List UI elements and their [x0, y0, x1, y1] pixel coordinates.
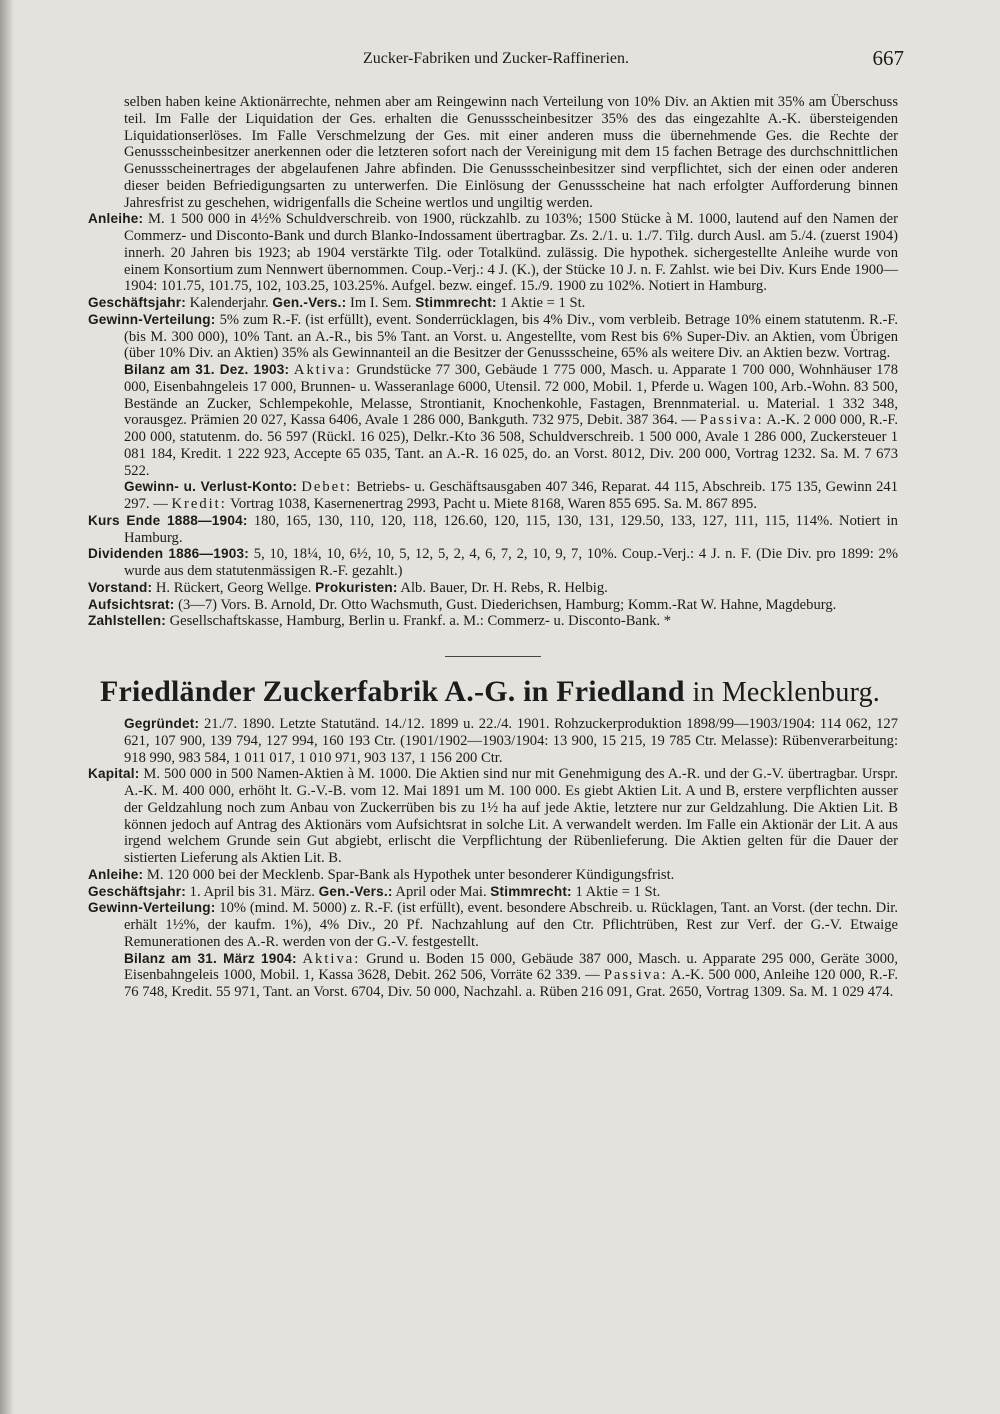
- entry-label: Gen.-Vers.:: [318, 883, 393, 899]
- entry-text: 10% (mind. M. 5000) z. R.-F. (ist erfüllt), event. besondere Abschreib. u. Rücklagen, Tant. an Vorst. (der techn. Dir. erhält 1½%, der kaufm. 1%), 4% Div., 20 Pf. Nachzahlung auf den Ctr. Pflichtrüben, Rest zur Verf. der G.-V. Etwaige Remunerationen des A.-R. werden von der G.-V. festgestellt.: [124, 900, 898, 950]
- entry-label: Kapital:: [88, 766, 140, 782]
- prev-bilanz-entry: [88, 362, 898, 479]
- entry-label: Aufsichtsrat:: [88, 596, 175, 612]
- entry-label: Prokuristen:: [315, 579, 398, 595]
- aktiva-label: Aktiva:: [302, 950, 361, 967]
- prev-dividenden-entry: [88, 546, 898, 580]
- prev-geschaeftsjahr-entry: [88, 295, 898, 312]
- entry-label: Geschäftsjahr:: [88, 883, 186, 899]
- kredit-label: Kredit:: [171, 496, 227, 512]
- page-edge-shadow: [0, 0, 14, 1414]
- passiva-label: Passiva:: [699, 412, 764, 429]
- entry-label: Dividenden 1886—1903:: [88, 546, 249, 562]
- gegruendet-entry: [88, 716, 898, 766]
- entry-text: Betriebs- u. Geschäftsausgaben 407 346, Reparat. 44 115, Abschreib. 175 135, Gewinn 241 297. —: [124, 479, 899, 512]
- entry-text: 5, 10, 18¼, 10, 6½, 10, 5, 12, 5, 2, 4, 6, 7, 2, 10, 9, 7, 10%. Coup.-Verj.: 4 J. n. F. (Die Div. pro 1899: 2% wurde aus dem statutenmässigen R.-F. gezahlt.): [124, 546, 898, 579]
- page-header: [88, 46, 904, 74]
- company-location: in Mecklenburg.: [692, 677, 880, 708]
- prev-guv-entry: [88, 479, 898, 513]
- entry-text: Gesellschaftskasse, Hamburg, Berlin u. Frankf. a. M.: Commerz- u. Disconto-Bank. *: [169, 613, 672, 630]
- entry-text: 21./7. 1890. Letzte Statutänd. 14./12. 1899 u. 22./4. 1901. Rohzuckerproduktion 1898/99—1903/1904: 114 062, 127 621, 107 900, 139 794, 127 994, 160 193 Ctr. (1901/1902—1903/1904: 13 900, 15 215, 19 785 Ctr. Melasse): Rübenverarbeitung: 918 990, 983 584, 1 011 017, 1 010 971, 903 137, 1 156 200 Ctr.: [124, 716, 898, 766]
- entry-label: Gen.-Vers.:: [272, 295, 347, 310]
- entry-text: Grund u. Boden 15 000, Gebäude 387 000, Masch. u. Apparate 295 000, Geräte 3000, Eisenbahngeleis 1000, Mobil. 1, Kassa 3628, Debit. 262 506, Vorräte 62 339. —: [124, 950, 898, 984]
- entry-text: M. 1 500 000 in 4½% Schuldverschreib. von 1900, rückzahlb. zu 103%; 1500 Stücke à M. 1000, lautend auf den Namen der Commerz- und Disconto-Bank und durch Blanko-Indossament übertragbar. Zs. 2./1. u. 1./7. Tilg. durch Ausl. am 5./4. (zuerst 1904) innerh. 20 Jahren bis 1923; ab 1904 verstärkte Tilg. oder Totalkünd. zulässig. Die hypothek. sichergestellte Anleihe wurde von einem Konsortium zum Nennwert übernommen. Coup.-Verj.: 4 J. (K.), der Stücke 10 J. n. F. Zahlst. wie bei Div. Kurs Ende 1900—1904: 101.75, 101.75, 102, 103.25, 103.25%. Aufgel. bezw. eingef. 15./9. 1900 zu 102%. Notiert in Hamburg.: [124, 211, 898, 295]
- entry-text: April oder Mai.: [395, 883, 487, 900]
- prev-gewinn-verteilung-entry: [88, 312, 898, 362]
- prev-anleihe-entry: [88, 211, 898, 295]
- entry-label: Geschäftsjahr:: [88, 295, 186, 310]
- prev-aufsichtsrat-entry: [88, 597, 898, 614]
- kapital-entry: [88, 766, 898, 867]
- anleihe-entry: [88, 867, 898, 884]
- entry-text: 1. April bis 31. März.: [189, 883, 315, 900]
- entry-label: Bilanz am 31. März 1904:: [124, 950, 297, 966]
- entry-label: Zahlstellen:: [88, 613, 166, 629]
- entry-text: 5% zum R.-F. (ist erfüllt), event. Sonderrücklagen, bis 4% Div., vom verbleib. Betrage 10% einem statutenm. R.-F. (bis M. 300 000), 10% Tant. an A.-R., bis 5% Tant. an Vorst. u. Angestellte, vom Rest bis 6% Super-Div. an Aktien, vom Übrigen (über 10% Div. an Aktien) 35% als Gewinnanteil an die Besitzer der Genussscheine, 65% als weitere Div. an Aktien bezw. Vortrag.: [124, 311, 898, 362]
- prev-vorstand-entry: [88, 580, 898, 597]
- entry-text: 180, 165, 130, 110, 120, 118, 126.60, 120, 115, 130, 131, 129.50, 133, 127, 111, 115, 114%. Notiert in Hamburg.: [124, 512, 898, 546]
- entry-label: Stimmrecht:: [415, 295, 497, 310]
- entry-text: Kalenderjahr.: [189, 295, 269, 311]
- entry-text: M. 120 000 bei der Mecklenb. Spar-Bank als Hypothek unter besonderer Kündigungsfrist.: [146, 866, 675, 883]
- prev-company-intro: selben haben keine Aktionärrechte, nehmen aber am Reingewinn nach Verteilung von 10% Div. an Aktien mit 35% am Überschuss teil. Im Falle der Liquidation der Ges. erhalten die Genussscheinbesitzer 35% des das eingezahlte A.-K. übersteigenden Liquidationserlöses. Im Falle Verschmelzung der Ges. mit einer anderen muss die übernehmende Ges. die Rechte der Genussscheinbesitzer anerkennen oder die letzteren sofort nach der Vereinigung mit dem 15 fachen Betrage des durchschnittlichen Genussscheinertrages der abgelaufenen Jahre abfinden. Die Genussscheinbesitzer sind verpflichtet, sich der einen oder anderen dieser beiden Befriedigungsarten zu unterwerfen. Die Einlösung der Genussscheine hat nach erfolgter Aufforderung binnen Jahresfrist zu geschehen, widrigenfalls die Scheine wertlos und ungiltig werden.: [124, 94, 898, 211]
- entry-text: Im I. Sem.: [349, 295, 412, 311]
- entry-label: Vorstand:: [88, 579, 153, 595]
- bilanz-entry: [88, 951, 898, 1001]
- entry-text: Alb. Bauer, Dr. H. Rebs, R. Helbig.: [400, 579, 608, 596]
- entry-label: Anleihe:: [88, 211, 144, 227]
- geschaeftsjahr-entry: [88, 884, 898, 901]
- gewinn-verteilung-entry: [88, 900, 898, 950]
- entry-label: Stimmrecht:: [490, 883, 572, 899]
- entry-text: 1 Aktie = 1 St.: [500, 295, 586, 311]
- prev-zahlstellen-entry: [88, 613, 898, 630]
- page-number: 667: [872, 46, 904, 70]
- entry-text: (3—7) Vors. B. Arnold, Dr. Otto Wachsmuth, Gust. Diederichsen, Hamburg; Komm.-Rat W. Hahne, Magdeburg.: [178, 596, 837, 613]
- entry-text: Vortrag 1038, Kasernenertrag 2993, Pacht u. Miete 8168, Waren 855 695. Sa. M. 867 895.: [230, 496, 757, 512]
- entry-label: Anleihe:: [88, 866, 144, 882]
- aktiva-label: Aktiva:: [293, 362, 352, 378]
- page-body: [88, 94, 898, 1001]
- entry-text: A.-K. 2 000 000, R.-F. 200 000, statutenm. do. 56 597 (Rückl. 16 025), Delkr.-Kto 36 508, Schuldverschreib. 1 500 000, Avale 1 286 000, Zuckersteuer 1 081 184, Kredit. 1 222 923, Accepte 65 035, Tant. an A.-R. 16 025, do. an Vorst. 8012, Div. 200 000, Vortrag 1232. Sa. M. 7 673 522.: [124, 412, 898, 479]
- running-title: Zucker-Fabriken und Zucker-Raffinerien.: [362, 50, 630, 67]
- company-title: [82, 675, 898, 710]
- entry-text: H. Rückert, Georg Wellge.: [155, 579, 312, 596]
- entry-label: Gewinn-Verteilung:: [88, 900, 216, 916]
- company-name: Friedländer Zuckerfabrik A.-G. in Friedland: [99, 675, 685, 708]
- entry-label: Gewinn-Verteilung:: [88, 311, 216, 327]
- entry-label: Gewinn- u. Verlust-Konto:: [124, 479, 298, 495]
- entry-text: M. 500 000 in 500 Namen-Aktien à M. 1000. Die Aktien sind nur mit Genehmigung des A.-R. und der G.-V. übertragbar. Urspr. A.-K. M. 400 000, erhöht lt. G.-V.-B. vom 12. Mai 1891 um M. 100 000. Es giebt Aktien Lit. A und B, erstere verpflichten ausser der Geldzahlung noch zum Anbau von Zuckerrüben bis zu 1½ ha auf jede Aktie, letztere nur zur Geldzahlung. Die Aktien Lit. B können jedoch auf Antrag des Aktionärs vom Aufsichtsrat in solche Lit. A verwandelt werden. Im Falle ein Aktionär der Lit. A aus irgend welchem Grunde sein Gut abgiebt, erlischt die Verpflichtung der Rübenlieferung. Die Aktien gelten für die Dauer der sistierten Lieferung als Aktien Lit. B.: [124, 766, 898, 866]
- entry-text: A.-K. 500 000, Anleihe 120 000, R.-F. 76 748, Kredit. 55 971, Tant. an Vorst. 6704, Div. 50 000, Nachzahl. a. Rüben 216 091, Grat. 2650, Vortrag 1309. Sa. M. 1 029 474.: [124, 967, 898, 1000]
- entry-text: Grundstücke 77 300, Gebäude 1 775 000, Masch. u. Apparate 1 700 000, Wohnhäuser 178 000, Eisenbahngeleis 17 000, Brunnen- u. Wasseranlage 6000, Utensil. 72 000, Mobil. 1, Pferde u. Wagen 100, Arb.-Wohn. 83 500, Bestände an Zucker, Schlempekohle, Melasse, Strontianit, Knochenkohle, Fastagen, Brennmaterial. u. Material. 1 332 348, vorausgez. Prämien 20 027, Kassa 6406, Avale 1 286 000, Bankguth. 732 975, Debit. 387 364. —: [124, 362, 899, 429]
- section-divider: [445, 656, 541, 657]
- debet-label: Debet:: [301, 479, 353, 496]
- entry-label: Kurs Ende 1888—1904:: [88, 512, 248, 528]
- entry-label: Gegründet:: [124, 716, 200, 731]
- passiva-label: Passiva:: [603, 967, 668, 984]
- prev-kurs-entry: [88, 513, 898, 547]
- entry-label: Bilanz am 31. Dez. 1903:: [124, 362, 290, 377]
- entry-text: 1 Aktie = 1 St.: [575, 883, 661, 900]
